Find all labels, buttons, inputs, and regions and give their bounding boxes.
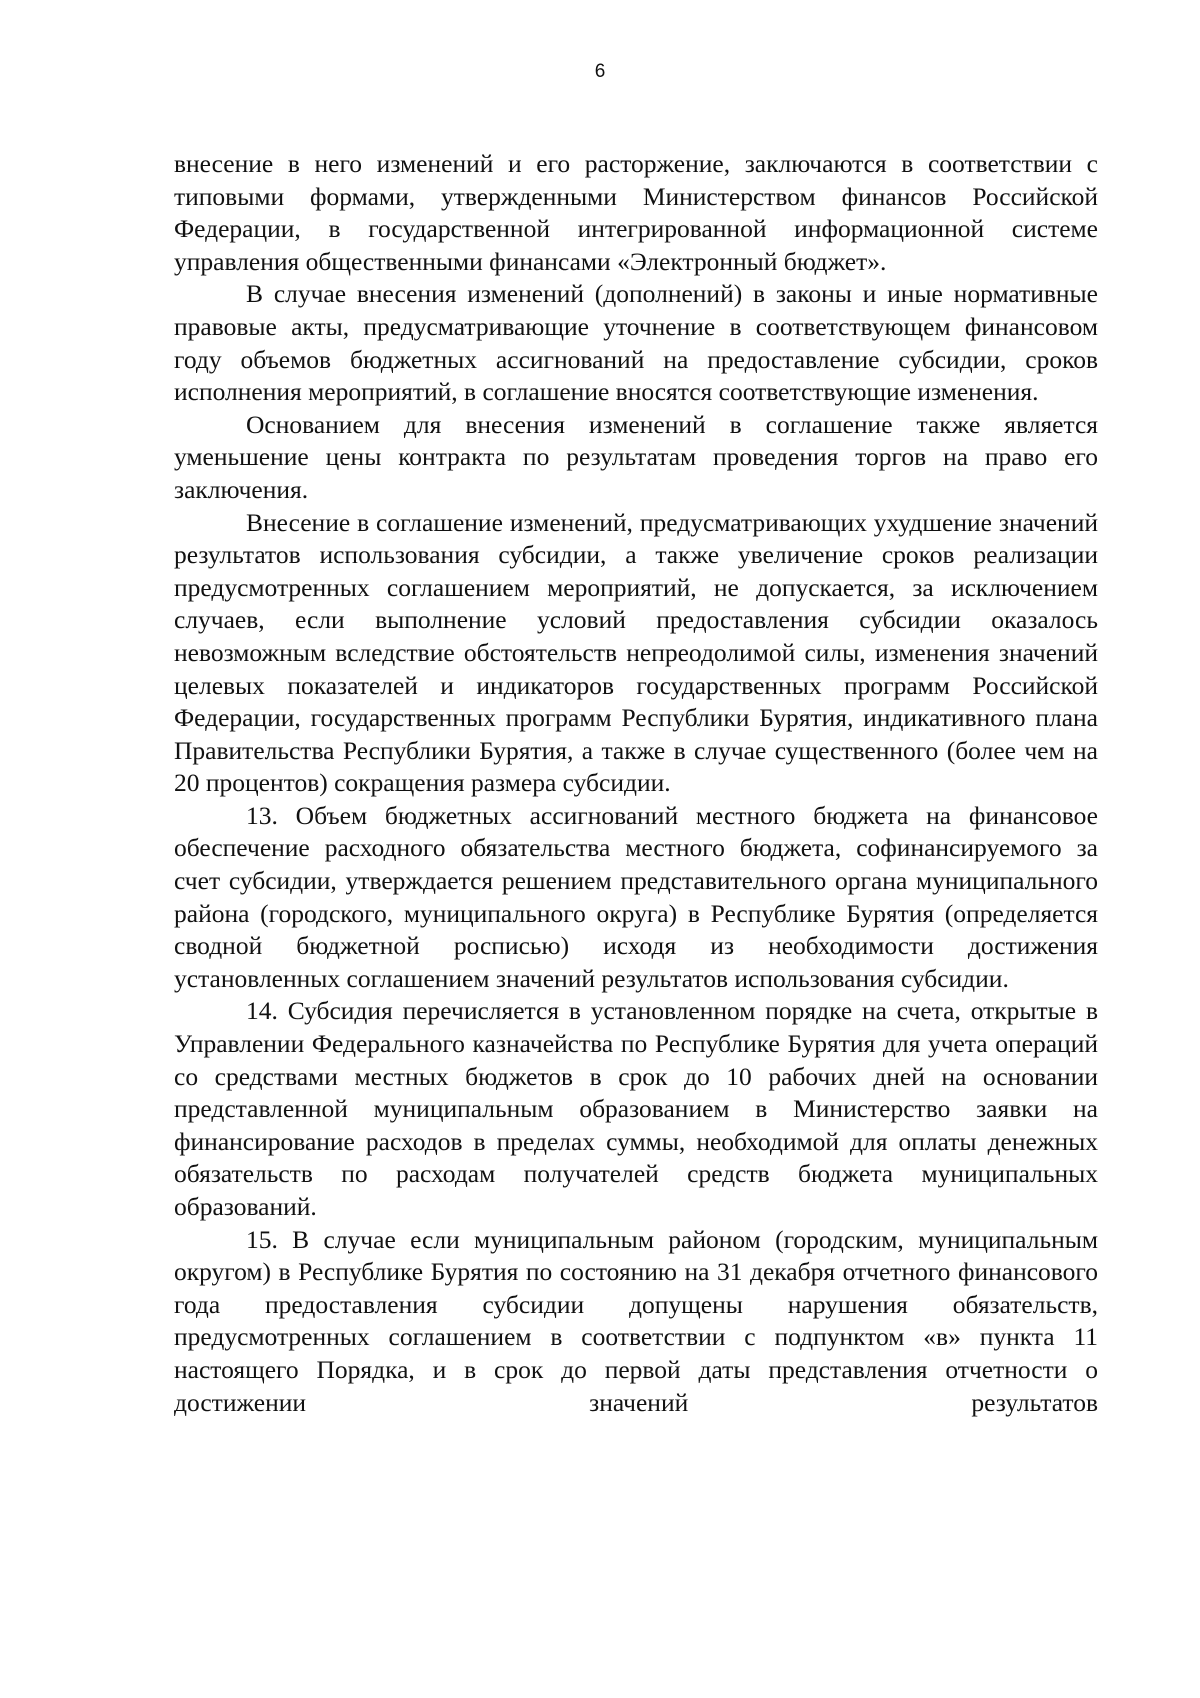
- paragraph-item-13: 13. Объем бюджетных ассигнований местного бюджета на финансовое обеспечение расходного обязательства местного бюджета, софинансируемого за счет субсидии, утверждается решением представительного органа муниципального района (городского, муниципального округа) в Республике Бурятия (определяется сводной бюджетной росписью) исходя из необходимости достижения установленных соглашением значений результатов использования субсидии.: [174, 800, 1098, 993]
- paragraph-item-14: 14. Субсидия перечисляется в установленном порядке на счета, открытые в Управлении Федерального казначейства по Республике Бурятия для учета операций со средствами местных бюджетов в срок до 10 рабочих дней на основании представленной муниципальным образованием в Министерство заявки на финансирование расходов в пределах суммы, необходимой для оплаты денежных обязательств по расходам получателей средств бюджета муниципальных образований.: [174, 996, 1098, 1221]
- paragraph-amendments: В случае внесения изменений (дополнений) в законы и иные нормативные правовые акты, предусматривающие уточнение в соответствующем финансовом году объемов бюджетных ассигнований на предоставление субсидии, сроков исполнения мероприятий, в соглашение вносятся соответствующие изменения.: [174, 279, 1098, 407]
- paragraph-grounds: Основанием для внесения изменений в соглашение также является уменьшение цены контракта по результатам проведения торгов на право его заключения.: [174, 409, 1098, 504]
- paragraph-deterioration: Внесение в соглашение изменений, предусматривающих ухудшение значений результатов использования субсидии, а также увеличение сроков реализации предусмотренных соглашением мероприятий, не допускается, за исключением случаев, если выполнение условий предоставления субсидии оказалось невозможным вследствие обстоятельств непреодолимой силы, изменения значений целевых показателей и индикаторов государственных программ Российской Федерации, государственных программ Республики Бурятия, индикативного плана Правительства Республики Бурятия, а также в случае существенного (более чем на 20 процентов) сокращения размера субсидии.: [174, 507, 1098, 798]
- page-number: 6: [594, 61, 606, 82]
- document-body: [174, 148, 1098, 1419]
- paragraph-continuation: внесение в него изменений и его расторжение, заключаются в соответствии с типовыми формами, утвержденными Министерством финансов Российской Федерации, в государственной интегрированной информационной системе управления общественными финансами «Электронный бюджет».: [174, 149, 1098, 276]
- paragraph-item-15: 15. В случае если муниципальным районом (городским, муниципальным округом) в Республике Бурятия по состоянию на 31 декабря отчетного финансового года предоставления субсидии допущены нарушения обязательств, предусмотренных соглашением в соответствии с подпунктом «в» пункта 11 настоящего Порядка, и в срок до первой даты представления отчетности о достижении значений результатов: [174, 1224, 1098, 1417]
